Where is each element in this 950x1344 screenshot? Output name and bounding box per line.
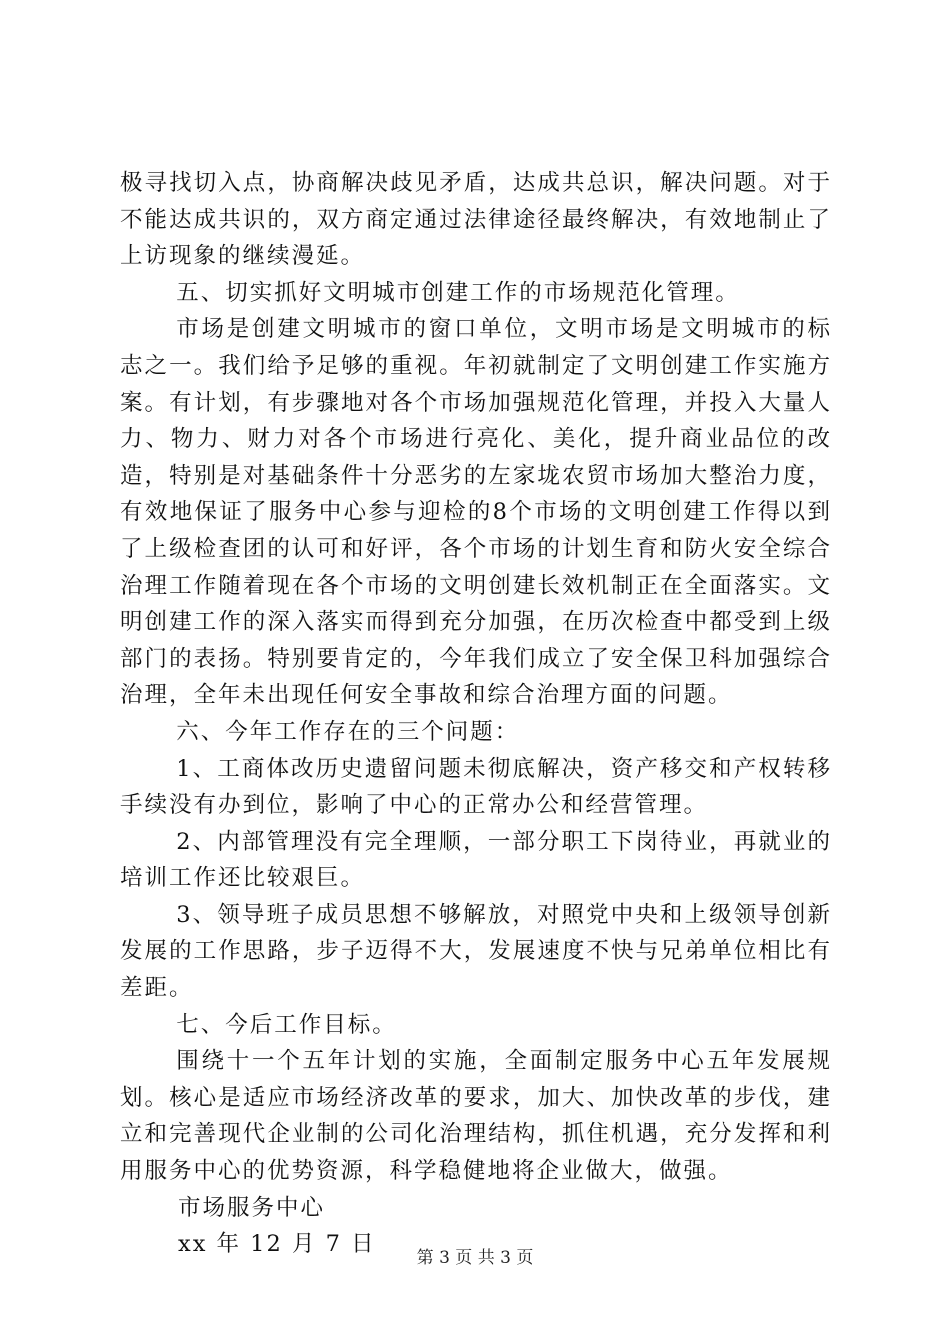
section-5-paragraph: 市场是创建文明城市的窗口单位，文明市场是文明城市的标志之一。我们给予足够的重视。年初就制定了文明创建工作实施方案。有计划，有步骤地对各个市场加强规范化管理，并投入大量人力、物力、财力对各个市场进行亮化、美化，提升商业品位的改造，特别是对基础条件十分恶劣的左家垅农贸市场加大整治力度，有效地保证了服务中心参与迎检的8个市场的文明创建工作得以到了上级检查团的认可和好评，各个市场的计划生育和防火安全综合治理工作随着现在各个市场的文明创建长效机制正在全面落实。文明创建工作的深入落实而得到充分加强，在历次检查中都受到上级部门的表扬。特别要肯定的，今年我们成立了安全保卫科加强综合治理，全年未出现任何安全事故和综合治理方面的问题。 (120, 316, 832, 709)
section-heading-6: 六、今年工作存在的三个问题： (176, 718, 520, 745)
page-indicator: 第 3 页 共 3 页 (416, 1248, 534, 1268)
paragraph-continued: 极寻找切入点，协商解决歧见矛盾，达成共总识，解决问题。对于不能达成共识的，双方商定通过法律途径最终解决，有效地制止了上访现象的继续漫延。 (120, 170, 832, 270)
section-heading-7: 七、今后工作目标。 (176, 1011, 397, 1038)
issue-item-1: 1、工商体改历史遗留问题未彻底解决，资产移交和产权转移手续没有办到位，影响了中心的正常办公和经营管理。 (120, 755, 832, 819)
document-body (120, 165, 832, 1263)
issue-item-3: 3、领导班子成员思想不够解放，对照党中央和上级领导创新发展的工作思路，步子迈得不大，发展速度不快与兄弟单位相比有差距。 (120, 901, 832, 1002)
section-heading-5: 五、切实抓好文明城市创建工作的市场规范化管理。 (176, 279, 740, 306)
issue-item-2: 2、内部管理没有完全理顺，一部分职工下岗待业，再就业的培训工作还比较艰巨。 (120, 828, 832, 892)
page-footer (0, 1243, 950, 1268)
signature-organization: 市场服务中心 (178, 1194, 326, 1221)
signature-date: xx 年 12 月 7 日 (178, 1231, 376, 1258)
section-7-paragraph: 围绕十一个五年计划的实施，全面制定服务中心五年发展规划。核心是适应市场经济改革的要求，加大、加快改革的步伐，建立和完善现代企业制的公司化治理结构，抓住机遇，充分发挥和利用服务中心的优势资源，科学稳健地将企业做大，做强。 (120, 1048, 832, 1185)
